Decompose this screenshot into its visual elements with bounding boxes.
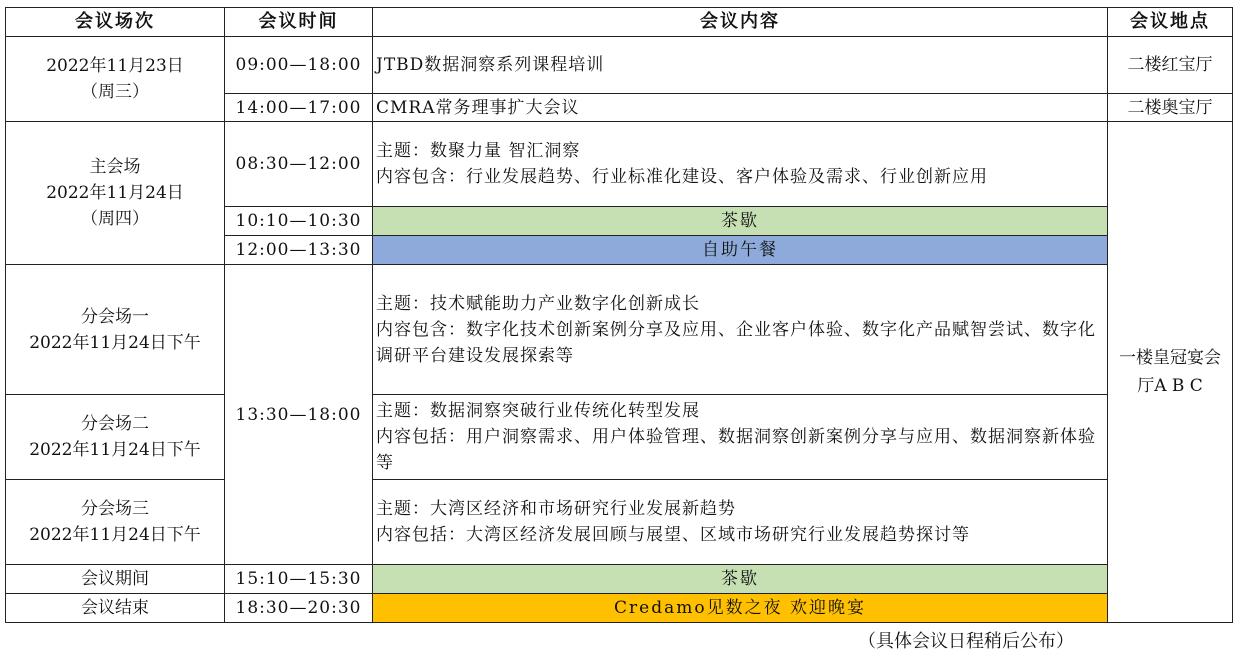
header-content: 会议内容 [373, 8, 1108, 37]
main-tea-label: 茶歇 [373, 207, 1108, 236]
day1-row1-venue: 二楼红宝厅 [1108, 37, 1233, 94]
footnote: （具体会议日程稍后公布） [858, 631, 1074, 652]
b1-name: 分会场一 [81, 306, 149, 327]
b2-name: 分会场二 [81, 414, 149, 434]
header-venue: 会议地点 [1108, 8, 1233, 37]
period-time: 15:10—15:30 [225, 565, 373, 594]
main-lunch-label: 自助午餐 [373, 236, 1108, 265]
main-lunch-time: 12:00—13:30 [225, 236, 373, 265]
breakouts-time: 13:30—18:00 [225, 265, 373, 565]
day1-row1-content: JTBD数据洞察系列课程培训 [373, 37, 1108, 94]
b2-detail: 内容包括：用户洞察需求、用户体验管理、数据洞察创新案例分享与应用、数据洞察新体验等 [376, 427, 1096, 473]
day1-row2-content: CMRA常务理事扩大会议 [373, 94, 1108, 122]
main-date: 2022年11月24日 [46, 183, 184, 203]
b2-content [373, 395, 1108, 480]
table-row [6, 565, 1233, 594]
table-row [6, 480, 1233, 565]
b3-detail: 内容包括：大湾区经济发展回顾与展望、区域市场研究行业发展趋势探讨等 [376, 525, 970, 545]
table-row [6, 594, 1233, 623]
b3-date: 2022年11月24日下午 [29, 525, 201, 545]
main-detail: 内容包含：行业发展趋势、行业标准化建设、客户体验及需求、行业创新应用 [376, 167, 988, 187]
main-session [6, 122, 225, 265]
b1-date: 2022年11月24日下午 [29, 332, 201, 353]
main-weekday: （周四） [81, 209, 149, 229]
main-row1-time: 08:30—12:00 [225, 122, 373, 207]
b2-date: 2022年11月24日下午 [29, 440, 201, 460]
main-name: 主会场 [89, 157, 141, 177]
period-session: 会议期间 [6, 565, 225, 594]
main-tea-time: 10:10—10:30 [225, 207, 373, 236]
b3-topic: 主题：大湾区经济和市场研究行业发展新趋势 [376, 499, 736, 519]
header-row [6, 8, 1233, 37]
day1-row2-time: 14:00—17:00 [225, 94, 373, 122]
day1-session [6, 37, 225, 122]
b3-name: 分会场三 [81, 499, 149, 519]
table-row [6, 122, 1233, 207]
b1-content [373, 265, 1108, 395]
agenda-table [5, 7, 1233, 623]
closing-time: 18:30—20:30 [225, 594, 373, 623]
table-row [6, 395, 1233, 480]
header-time: 会议时间 [225, 8, 373, 37]
b1-session [6, 265, 225, 395]
day1-row2-venue: 二楼奥宝厅 [1108, 94, 1233, 122]
period-label: 茶歇 [373, 565, 1108, 594]
main-row1-content [373, 122, 1108, 207]
header-session: 会议场次 [6, 8, 225, 37]
b1-topic: 主题：技术赋能助力产业数字化创新成长 [376, 293, 700, 314]
main-topic: 主题：数聚力量 智汇洞察 [376, 141, 581, 161]
table-row [6, 37, 1233, 94]
closing-session: 会议结束 [6, 594, 225, 623]
day1-row1-time: 09:00—18:00 [225, 37, 373, 94]
b3-content [373, 480, 1108, 565]
main-venue: 一楼皇冠宴会厅A B C [1108, 122, 1233, 623]
b2-topic: 主题：数据洞察突破行业传统化转型发展 [376, 401, 700, 421]
table-row [6, 265, 1233, 395]
b2-session [6, 395, 225, 480]
closing-label: Credamo见数之夜 欢迎晚宴 [373, 594, 1108, 623]
day1-weekday: （周三） [81, 82, 149, 102]
b3-session [6, 480, 225, 565]
day1-date: 2022年11月23日 [46, 56, 184, 76]
b1-detail: 内容包含：数字化技术创新案例分享及应用、企业客户体验、数字化产品赋智尝试、数字化调研平台建设发展探索等 [376, 319, 1096, 366]
